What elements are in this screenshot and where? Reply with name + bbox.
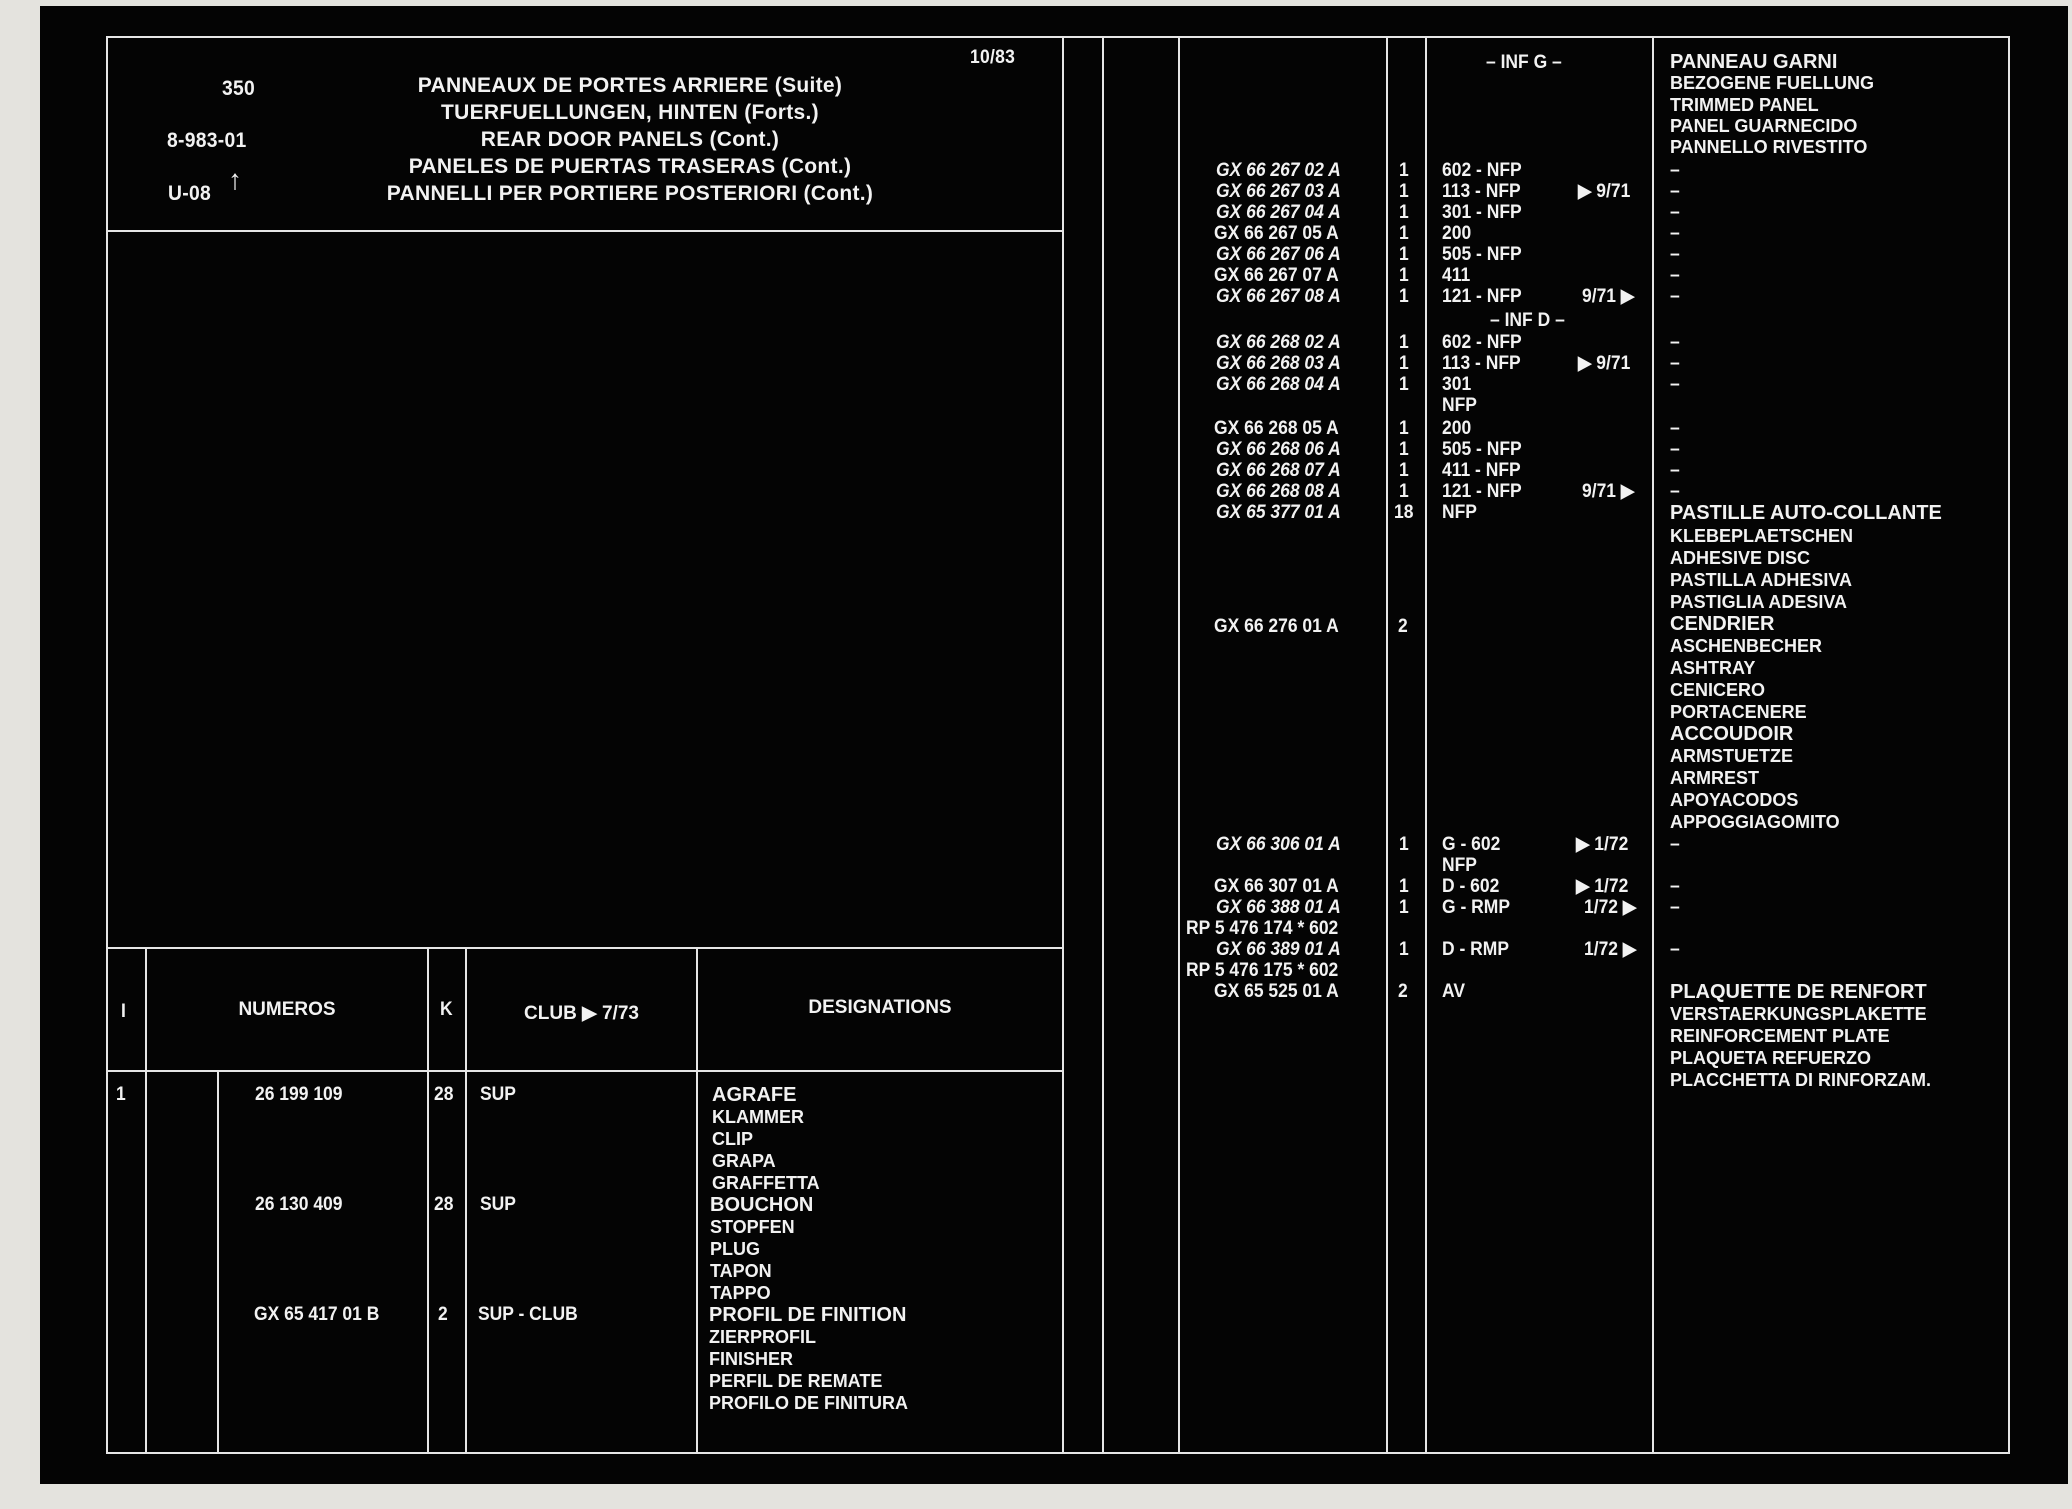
quantity: 1 [1399,265,1409,286]
spec: 200 [1442,418,1472,439]
col-header-k: K [440,999,453,1020]
spec: 121 - NFP [1442,481,1522,502]
section-code-350: 350 [222,77,256,100]
designation-en: REINFORCEMENT PLATE [1670,1026,1890,1046]
part-number: GX 66 268 04 A [1216,374,1341,395]
designation-es: CENICERO [1670,680,1766,700]
part-number: GX 66 267 04 A [1216,202,1341,223]
part-number: GX 66 306 01 A [1216,834,1341,855]
quantity: 2 [1398,981,1408,1002]
spec: G - RMP [1442,897,1510,918]
quantity: 1 [1399,439,1409,460]
designation-en: FINISHER [709,1349,794,1369]
quantity: 28 [434,1084,454,1105]
dash-mark: – [1670,265,1680,286]
date-marker: ▶ 9/71 [1578,353,1631,374]
dash-mark: – [1670,897,1680,918]
table-header-top-line [106,947,1064,949]
designation-es: TAPON [710,1261,772,1281]
part-number: 26 130 409 [255,1194,343,1215]
page-title-de: TUERFUELLUNGEN, HINTEN (Forts.) [441,101,819,124]
quantity: 1 [1399,202,1409,223]
dash-mark: – [1670,834,1680,855]
col-divider-k [465,947,467,1454]
designation-it: APPOGGIAGOMITO [1670,812,1840,832]
dash-mark: – [1670,181,1680,202]
dash-mark: – [1670,481,1680,502]
date-marker: 1/72 ▶ [1584,897,1637,918]
club-code: SUP [480,1084,516,1105]
quantity: 18 [1394,502,1414,523]
page-title-es: PANELES DE PUERTAS TRASERAS (Cont.) [408,155,852,178]
designation-en: TRIMMED PANEL [1670,95,1819,115]
part-number: GX 66 267 03 A [1216,181,1341,202]
spec: 505 - NFP [1442,439,1522,460]
dash-mark: – [1670,460,1680,481]
page-title-en: REAR DOOR PANELS (Cont.) [480,128,780,151]
quantity: 1 [1399,332,1409,353]
quantity: 1 [1399,418,1409,439]
dash-mark: – [1670,939,1680,960]
dash-mark: – [1670,418,1680,439]
designation-en: CLIP [712,1129,754,1149]
col-divider-i [145,947,147,1454]
designation-main: PLAQUETTE DE RENFORT [1670,981,1927,1003]
date-marker: ▶ 1/72 [1576,876,1629,897]
right-col-divider-1 [1102,36,1104,1454]
designation-es: PLAQUETA REFUERZO [1670,1048,1871,1068]
dash-mark: – [1670,202,1680,223]
page-number: 10/83 [970,47,1016,68]
designation-main: PROFIL DE FINITION [709,1304,907,1326]
page-title-it: PANNELLI PER PORTIERE POSTERIORI (Cont.) [386,182,874,205]
spec: AV [1442,981,1465,1002]
spec: 113 - NFP [1442,181,1521,202]
section-code-u08: U-08 [168,182,211,205]
quantity: 1 [1399,939,1409,960]
date-marker: 9/71 ▶ [1582,286,1635,307]
right-col-divider-numeros [1386,36,1388,1454]
part-number: GX 65 377 01 A [1216,502,1341,523]
col-divider-inner [217,1070,219,1454]
designation-de: BEZOGENE FUELLUNG [1670,73,1875,93]
spec: D - RMP [1442,939,1510,960]
part-number: GX 66 268 05 A [1214,418,1339,439]
designation-main: PANNEAU GARNI [1670,51,1838,73]
designation-it: PORTACENERE [1670,702,1807,722]
designation-it: PROFILO DE FINITURA [709,1393,908,1413]
designation-main: AGRAFE [712,1084,797,1106]
designation-main: CENDRIER [1670,613,1775,635]
designation-en: PLUG [710,1239,761,1259]
quantity: 28 [434,1194,454,1215]
part-number: GX 66 268 03 A [1216,353,1341,374]
quantity: 1 [1399,460,1409,481]
dash-mark: – [1670,353,1680,374]
designation-de: VERSTAERKUNGSPLAKETTE [1670,1004,1927,1024]
part-number: GX 66 268 07 A [1216,460,1341,481]
part-number: GX 66 268 06 A [1216,439,1341,460]
quantity: 1 [1399,374,1409,395]
designation-es: GRAPA [712,1151,776,1171]
spec: 411 [1442,265,1471,286]
spec: G - 602 [1442,834,1501,855]
quantity: 1 [1399,244,1409,265]
col-header-numeros: NUMEROS [238,999,336,1020]
right-col-divider-spec [1652,36,1654,1454]
part-number: GX 66 267 02 A [1216,160,1341,181]
spec: 411 - NFP [1442,460,1521,481]
dash-mark: – [1670,374,1680,395]
designation-en: ASHTRAY [1670,658,1756,678]
designation-main: ACCOUDOIR [1670,723,1794,745]
quantity: 2 [438,1304,448,1325]
designation-it: PANNELLO RIVESTITO [1670,137,1868,157]
dash-mark: – [1670,244,1680,265]
part-number: GX 66 267 07 A [1214,265,1339,286]
spec: 121 - NFP [1442,286,1522,307]
spec: 113 - NFP [1442,353,1521,374]
designation-de: KLEBEPLAETSCHEN [1670,526,1854,546]
part-number: GX 66 268 08 A [1216,481,1341,502]
date-marker: ▶ 1/72 [1576,834,1629,855]
inf-g-label: – INF G – [1486,52,1562,73]
quantity: 1 [1399,160,1409,181]
right-col-divider-k [1425,36,1427,1454]
designation-it: PLACCHETTA DI RINFORZAM. [1670,1070,1931,1090]
col-divider-club [696,947,698,1454]
page-title-fr: PANNEAUX DE PORTES ARRIERE (Suite) [417,74,843,97]
quantity: 1 [1399,181,1409,202]
designation-main: BOUCHON [710,1194,814,1216]
col-header-club: CLUB ▶ 7/73 [524,1003,639,1024]
designation-it: TAPPO [710,1283,771,1303]
right-col-divider-2 [1178,36,1180,1454]
part-number: GX 65 525 01 A [1214,981,1339,1002]
part-number: GX 66 307 01 A [1214,876,1339,897]
part-number: GX 65 417 01 B [254,1304,380,1325]
quantity: 1 [1399,223,1409,244]
designation-it: GRAFFETTA [712,1173,820,1193]
part-number: RP 5 476 174 * 602 [1186,918,1339,939]
dash-mark: – [1670,332,1680,353]
arrow-up-icon: ↑ [228,164,242,195]
dash-mark: – [1670,439,1680,460]
row-index: 1 [116,1084,126,1105]
designation-es: APOYACODOS [1670,790,1799,810]
designation-de: ASCHENBECHER [1670,636,1823,656]
part-number: 26 199 109 [255,1084,343,1105]
designation-es: PERFIL DE REMATE [709,1371,883,1391]
spec: 200 [1442,223,1472,244]
club-code: SUP [480,1194,516,1215]
col-header-i: I [121,1001,126,1022]
spec: 505 - NFP [1442,244,1522,265]
spec: NFP [1442,502,1477,523]
date-marker: 1/72 ▶ [1584,939,1637,960]
date-marker: ▶ 9/71 [1578,181,1631,202]
part-number: RP 5 476 175 * 602 [1186,960,1339,981]
dash-mark: – [1670,160,1680,181]
designation-de: KLAMMER [712,1107,804,1127]
dash-mark: – [1670,286,1680,307]
quantity: 1 [1399,481,1409,502]
designation-de: ZIERPROFIL [709,1327,816,1347]
quantity: 1 [1399,897,1409,918]
col-header-designations: DESIGNATIONS [808,997,952,1018]
designation-es: PASTILLA ADHESIVA [1670,570,1853,590]
club-code: SUP - CLUB [478,1304,578,1325]
section-code-983: 8-983-01 [167,129,247,152]
part-number: GX 66 267 06 A [1216,244,1341,265]
spec: 602 - NFP [1442,332,1522,353]
col-divider-numeros [427,947,429,1454]
spec: 602 - NFP [1442,160,1522,181]
designation-en: ADHESIVE DISC [1670,548,1811,568]
dash-mark: – [1670,223,1680,244]
header-divider [106,230,1064,232]
spec-line-2: NFP [1442,395,1477,416]
designation-de: STOPFEN [710,1217,795,1237]
designation-main: PASTILLE AUTO-COLLANTE [1670,502,1942,524]
quantity: 1 [1399,834,1409,855]
part-number: GX 66 267 08 A [1216,286,1341,307]
part-number: GX 66 276 01 A [1214,616,1339,637]
quantity: 1 [1399,353,1409,374]
designation-es: PANEL GUARNECIDO [1670,116,1858,136]
left-panel-right-edge [1062,36,1064,1454]
part-number: GX 66 267 05 A [1214,223,1339,244]
designation-en: ARMREST [1670,768,1759,788]
spec: D - 602 [1442,876,1500,897]
part-number: GX 66 389 01 A [1216,939,1341,960]
part-number: GX 66 268 02 A [1216,332,1341,353]
quantity: 1 [1399,286,1409,307]
quantity: 1 [1399,876,1409,897]
dash-mark: – [1670,876,1680,897]
quantity: 2 [1398,616,1408,637]
date-marker: 9/71 ▶ [1582,481,1635,502]
page-frame [106,36,2010,1454]
inf-d-label: – INF D – [1490,310,1565,331]
spec: 301 - NFP [1442,202,1522,223]
designation-de: ARMSTUETZE [1670,746,1793,766]
spec-line-2: NFP [1442,855,1477,876]
part-number: GX 66 388 01 A [1216,897,1341,918]
designation-it: PASTIGLIA ADESIVA [1670,592,1848,612]
table-header-bottom-line [106,1070,1064,1072]
spec: 301 [1442,374,1472,395]
